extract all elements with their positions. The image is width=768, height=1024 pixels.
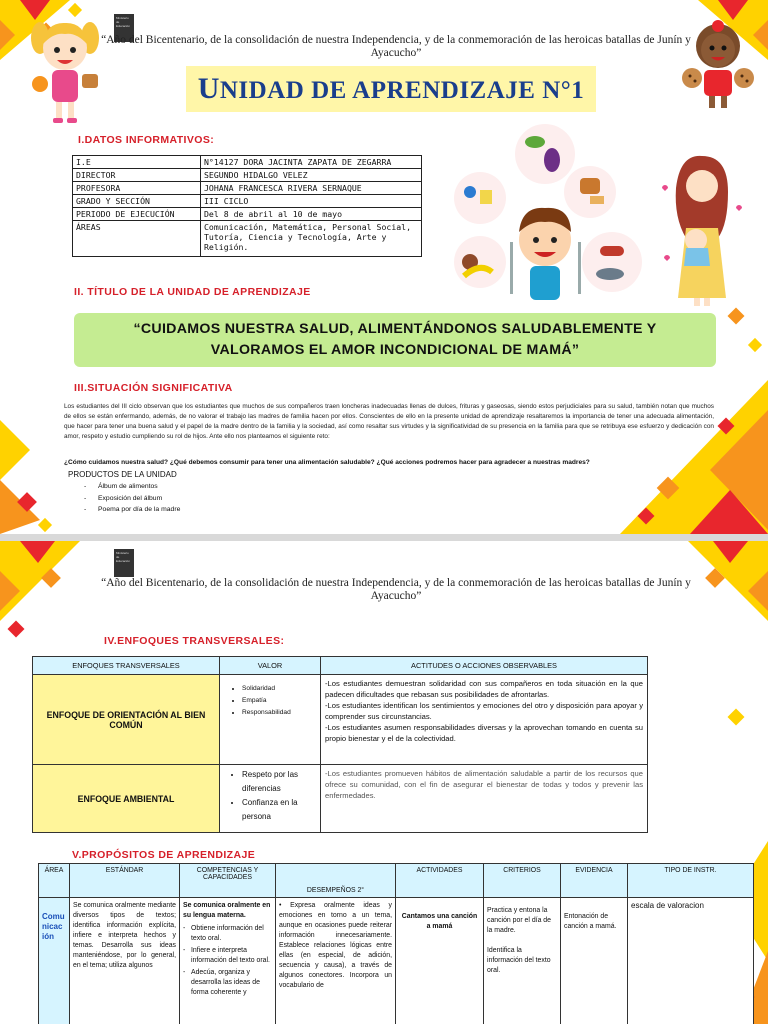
info-label: ÁREAS — [73, 221, 201, 257]
enfoques-table — [32, 656, 648, 833]
info-table — [72, 155, 422, 257]
list-item: - Obtiene información del texto oral. — [183, 924, 272, 944]
products-title: PRODUCTOS DE LA UNIDAD — [68, 470, 177, 479]
criteria-item: Identifica la información del texto oral. — [487, 947, 551, 974]
section-heading-enfoques: IV.ENFOQUES TRANSVERSALES: — [104, 635, 285, 647]
info-value: N°14127 DORA JACINTA ZAPATA DE ZEGARRA — [201, 156, 422, 169]
column-header: CRITERIOS — [484, 864, 561, 898]
year-motto: “Año del Bicentenario, de la consolidación de nuestra Independencia, y de la conmemoración de las heroicas batallas de Junín y Ayacucho” — [101, 34, 691, 59]
criteria-item: Practica y entona la canción por el día de la madre. — [487, 907, 551, 934]
ministry-logo: Ministerio de Educación — [114, 14, 134, 42]
competence-cell — [180, 898, 276, 1024]
list-item: • Empatía — [242, 695, 316, 707]
info-value: III CICLO — [201, 195, 422, 208]
list-item: - Adecúa, organiza y desarrolla las ideas de forma coherente y — [183, 968, 272, 998]
ministry-logo: Ministerio de Educación — [114, 549, 134, 577]
competence-title: Se comunica oralmente en su lengua materna. — [183, 902, 271, 919]
evidence-cell: Entonación de canción a mamá. — [561, 898, 628, 1024]
list-item: • Respeto por las diferencias — [242, 768, 316, 796]
enfoque-values — [220, 675, 321, 765]
info-label: DIRECTOR — [73, 169, 201, 182]
products-list — [80, 481, 180, 516]
enfoque-name: ENFOQUE AMBIENTAL — [33, 765, 220, 833]
corner-pattern-bottom-left — [0, 400, 70, 534]
instrument-cell: escala de valoracion — [628, 898, 754, 1024]
section-heading-propositos: V.PROPÓSITOS DE APRENDIZAJE — [72, 849, 256, 861]
action-line: -Los estudiantes asumen responsabilidades diversas y la aprovechan tomando en cuenta su propio bienestar y el de la colectividad. — [325, 723, 643, 743]
enfoque-actions — [321, 675, 648, 765]
criteria-cell — [484, 898, 561, 1024]
list-item: • Solidaridad — [242, 683, 316, 695]
page-separator — [0, 534, 768, 541]
table-row — [73, 195, 422, 208]
column-header: DESEMPEÑOS 2° — [276, 864, 396, 898]
list-item: - Poema por día de la madre — [80, 504, 180, 516]
unit-title: UNIDAD DE APRENDIZAJE N°1 — [197, 72, 585, 105]
year-motto: “Año del Bicentenario, de la consolidación de nuestra Independencia, y de la conmemoración de las heroicas batallas de Junín y Ayacucho” — [101, 577, 691, 602]
propositos-table — [38, 863, 754, 1024]
healthy-food-illustration — [440, 122, 650, 308]
list-item: - Infiere e interpreta información del texto oral. — [183, 946, 272, 966]
info-value: JOHANA FRANCESCA RIVERA SERNAQUE — [201, 182, 422, 195]
column-header: ÁREA — [39, 864, 70, 898]
info-value: Del 8 de abril al 10 de mayo — [201, 208, 422, 221]
enfoque-values — [220, 765, 321, 833]
info-label: GRADO Y SECCIÓN — [73, 195, 201, 208]
column-header: TIPO DE INSTR. — [628, 864, 754, 898]
unit-theme: “CUIDAMOS NUESTRA SALUD, ALIMENTÁNDONOS SALUDABLEMENTE Y VALORAMOS EL AMOR INCONDICIONAL DE MAMÁ” — [133, 321, 657, 358]
list-item: - Álbum de alimentos — [80, 481, 180, 493]
info-value: SEGUNDO HIDALGO VELEZ — [201, 169, 422, 182]
list-item: - Exposición del álbum — [80, 493, 180, 505]
list-item: • Responsabilidad — [242, 707, 316, 719]
column-header: ENFOQUES TRANSVERSALES — [33, 657, 220, 675]
action-line: -Los estudiantes promueven hábitos de alimentación saludable a partir de los recursos que ofrece su comunidad, con el fin de asegurar el bienestar de todas y todos y prevenir las enfermedades. — [325, 769, 643, 800]
standard-cell: Se comunica oralmente mediante diversos tipos de textos; identifica información explícita, infiere e interpreta hechos y temas. Desarrolla sus ideas manteniéndose, por lo general, en el tema; utiliza algunos — [70, 898, 180, 1024]
girl-with-food-illustration — [26, 8, 104, 128]
table-row — [33, 675, 648, 765]
unit-theme-box — [74, 313, 716, 367]
column-header: VALOR — [220, 657, 321, 675]
child-with-cookies-illustration — [678, 16, 758, 112]
table-row — [39, 898, 754, 1024]
column-header: ACTITUDES O ACCIONES OBSERVABLES — [321, 657, 648, 675]
section-heading-datos: I.DATOS INFORMATIVOS: — [78, 134, 215, 146]
performance-cell: • Expresa oralmente ideas y emociones en torno a un tema, aunque en ocasiones puede reiterar información innecesariamente. Establece relaciones lógicas entre ellas (en especial, de adición, secuencia y causa), a través de algunos conectores. Incorpora un vocabulario de — [276, 898, 396, 1024]
column-header: ACTIVIDADES — [396, 864, 484, 898]
column-header: EVIDENCIA — [561, 864, 628, 898]
info-value: Comunicación, Matemática, Personal Social, Tutoría, Ciencia y Tecnología, Arte y Religión. — [201, 221, 422, 257]
section-heading-titulo: II. TÍTULO DE LA UNIDAD DE APRENDIZAJE — [74, 286, 311, 298]
table-row — [33, 765, 648, 833]
action-line: -Los estudiantes demuestran solidaridad con sus compañeros en toda situación en la que padecen dificultades que rebasan sus posibilidades de afrontarlas. — [325, 679, 643, 699]
situation-questions: ¿Cómo cuidamos nuestra salud? ¿Qué debemos consumir para tener una alimentación saludable? ¿Qué acciones podremos hacer para agradecer a nuestras madres? — [64, 459, 590, 466]
action-line: -Los estudiantes identifican los sentimientos y emociones del otro y disposición para apoyar y comprender sus circunstancias. — [325, 701, 643, 721]
activity-cell: Cantamos una canción a mamá — [396, 898, 484, 1024]
info-label: PROFESORA — [73, 182, 201, 195]
mother-and-baby-illustration — [656, 148, 746, 308]
table-row — [73, 221, 422, 257]
document-page-2 — [0, 541, 768, 1024]
table-row — [73, 169, 422, 182]
table-row — [73, 208, 422, 221]
info-label: I.E — [73, 156, 201, 169]
info-label: PERIODO DE EJECUCIÓN — [73, 208, 201, 221]
column-header: ESTÁNDAR — [70, 864, 180, 898]
list-item: • Confianza en la persona — [242, 796, 316, 824]
section-heading-situacion: III.SITUACIÓN SIGNIFICATIVA — [74, 382, 233, 394]
enfoque-name: ENFOQUE DE ORIENTACIÓN AL BIEN COMÚN — [33, 675, 220, 765]
area-cell: Comu nicac ión — [39, 898, 70, 1024]
unit-title-banner — [186, 66, 596, 112]
column-header: COMPETENCIAS Y CAPACIDADES — [180, 864, 276, 898]
situation-paragraph: Los estudiantes del III ciclo observan que los estudiantes que muchos de sus compañeros traen loncheras inadecuadas llenas de dulces, frituras y gaseosas, siendo estos perjudiciales para su salud, también notan que muchos de ellos se están enfermando, además, de no valorar el trabajo las madres de familia hacen por ellos. Conscientes de ello en la presente unidad de aprendizaje resaltaremos la importancia de tener una adecuada alimentación, que hacer para tener una buena salud y el papel de la madre dentro de la familia y la sociedad, así como resaltar sus virtudes y la significatividad de su presencia en la familia para que se retribuya ese esfuerzo y dedicación con amor, respeto y estudio cumpliendo su rol de hijos. Ante ello nos planteamos el siguiente reto: — [64, 403, 714, 440]
enfoque-actions — [321, 765, 648, 833]
table-row — [73, 156, 422, 169]
table-row — [73, 182, 422, 195]
